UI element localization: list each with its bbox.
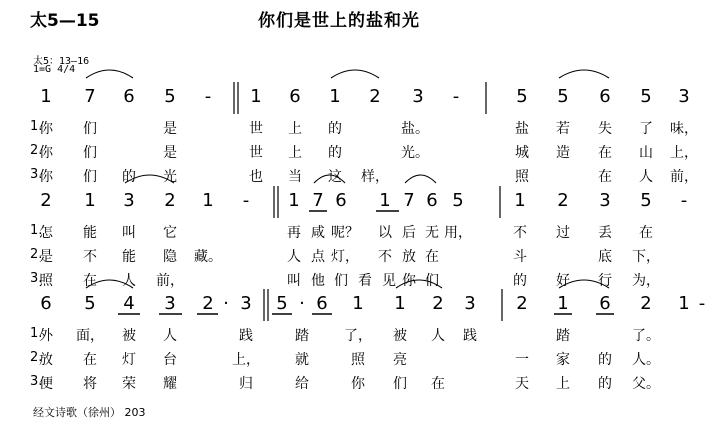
note: 3 [599, 190, 611, 211]
lyric-syllable: 人 [122, 273, 136, 289]
note: 1 [329, 86, 341, 107]
lyric-syllable: 你 [39, 169, 53, 185]
slur [86, 70, 133, 78]
lyric-syllable: 世 [249, 121, 263, 137]
note: 2 [202, 293, 214, 314]
lyric-syllable: 前， [670, 169, 698, 185]
lyric-syllable: 在 [431, 376, 445, 392]
lyric-syllable: 踏 [295, 328, 309, 344]
note: - [698, 293, 706, 314]
note: - [680, 190, 688, 211]
note: 5 [640, 190, 652, 211]
lyric-syllable: 盐 [515, 121, 529, 137]
lyric-syllable: 人 [431, 328, 445, 344]
note: · [223, 293, 229, 314]
page-title: 你们是世上的盐和光 [258, 11, 420, 31]
lyric-syllable: 灯 [122, 352, 136, 368]
lyric-syllable: 人 [639, 169, 653, 185]
note: 1 [514, 190, 526, 211]
lyric-syllable: 能 [83, 225, 97, 241]
lyric-syllable: 在 [83, 352, 97, 368]
lyric-syllable: 家 [556, 352, 570, 368]
verse-number: 1. [30, 326, 43, 341]
lyric-syllable: 在 [639, 225, 653, 241]
lyric-syllable: 照 [351, 352, 365, 368]
lyric-syllable: 人 [163, 328, 177, 344]
lyric-syllable: 底 [598, 249, 612, 265]
lyric-syllable: 味， [670, 121, 698, 137]
lyric-syllable: 们 [83, 169, 97, 185]
note: · [299, 293, 305, 314]
verse-number: 1. [30, 119, 43, 134]
note: 3 [412, 86, 424, 107]
lyric-syllable: 的 [598, 352, 612, 368]
lyric-syllable: 耀 [163, 376, 177, 392]
lyric-syllable: 的 [513, 273, 527, 289]
lyric-syllable: 光 [163, 169, 177, 185]
slur [559, 70, 609, 78]
lyric-syllable: 放 [39, 352, 53, 368]
note: 1 [40, 86, 52, 107]
lyric-syllable: 就 [295, 352, 309, 368]
lyric-syllable: 它 [163, 225, 177, 241]
lyric-syllable: 荣 [122, 376, 136, 392]
lyric-syllable: 世 [249, 145, 263, 161]
lyric-syllable: 藏。 [194, 249, 222, 265]
lyric-syllable: 不 [83, 249, 97, 265]
lyric-syllable: 们 [83, 145, 97, 161]
lyric-syllable: 是 [39, 249, 53, 265]
lyric-syllable: 被 [393, 328, 407, 344]
note: 6 [335, 190, 347, 211]
note: 6 [316, 293, 328, 314]
note: 5 [557, 86, 569, 107]
lyric-syllable: 行 [598, 273, 612, 289]
lyric-syllable: 以 [378, 225, 392, 241]
note: 1 [394, 293, 406, 314]
note: 1 [288, 190, 300, 211]
lyric-syllable: 上 [556, 376, 570, 392]
note: - [452, 86, 460, 107]
note: 1 [352, 293, 364, 314]
note: 2 [40, 190, 52, 211]
note: 2 [432, 293, 444, 314]
lyric-syllable: 将 [83, 376, 97, 392]
note: 1 [250, 86, 262, 107]
note: 6 [123, 86, 135, 107]
lyric-syllable: 你 [39, 121, 53, 137]
lyric-syllable: 城 [515, 145, 529, 161]
lyric-syllable: 在 [83, 273, 97, 289]
verse-number: 3. [30, 374, 43, 389]
lyric-syllable: 见 [382, 273, 396, 289]
lyric-syllable: 的 [328, 121, 342, 137]
lyric-syllable: 人。 [632, 352, 660, 368]
lyric-syllable: 践 [239, 328, 253, 344]
note: 2 [640, 293, 652, 314]
note: 3 [678, 86, 690, 107]
note: 5 [164, 86, 176, 107]
lyric-syllable: 了， [344, 328, 372, 344]
lyric-syllable: 是 [163, 145, 177, 161]
lyric-syllable: 他 [311, 273, 325, 289]
note: 2 [516, 293, 528, 314]
note: 2 [164, 190, 176, 211]
lyric-syllable: 上 [288, 121, 302, 137]
lyric-syllable: 能 [122, 249, 136, 265]
lyric-syllable: 好 [556, 273, 570, 289]
lyric-syllable: 的 [122, 169, 136, 185]
lyric-syllable: 便 [39, 376, 53, 392]
lyric-syllable: 也 [249, 169, 263, 185]
note: 6 [599, 293, 611, 314]
lyric-syllable: 面， [76, 328, 104, 344]
note: 5 [276, 293, 288, 314]
lyric-syllable: 的 [598, 376, 612, 392]
key-signature: 1=G 4/4 [33, 64, 76, 75]
scripture-reference: 太5：13—16 [33, 56, 90, 67]
lyric-syllable: 了 [639, 121, 653, 137]
lyric-syllable: 照 [515, 169, 529, 185]
note: 3 [240, 293, 252, 314]
lyric-syllable: 了。 [632, 328, 660, 344]
lyric-syllable: 在 [598, 145, 612, 161]
lyric-syllable: 放 [402, 249, 416, 265]
lyric-syllable: 盐。 [401, 121, 429, 137]
note: 6 [289, 86, 301, 107]
slur [405, 175, 436, 183]
lyric-syllable: 践 [463, 328, 477, 344]
lyric-syllable: 你 [39, 145, 53, 161]
lyric-syllable: 前， [156, 273, 184, 289]
verse-number: 1. [30, 223, 43, 238]
note: 2 [369, 86, 381, 107]
note: 1 [202, 190, 214, 211]
lyric-syllable: 在 [425, 249, 439, 265]
note: 3 [164, 293, 176, 314]
note: 7 [312, 190, 324, 211]
lyric-syllable: 们 [83, 121, 97, 137]
lyric-syllable: 天 [515, 376, 529, 392]
lyric-syllable: 当 [288, 169, 302, 185]
note: 7 [84, 86, 96, 107]
lyric-syllable: 上 [288, 145, 302, 161]
hymn-number: 太5—15 [30, 11, 100, 31]
lyric-syllable: 人 [287, 249, 301, 265]
note: 5 [516, 86, 528, 107]
verse-number: 2. [30, 143, 43, 158]
lyric-syllable: 无 [425, 225, 439, 241]
lyric-syllable: 造 [556, 145, 570, 161]
lyric-syllable: 上， [232, 352, 260, 368]
lyric-syllable: 们 [425, 273, 439, 289]
lyric-syllable: 不 [378, 249, 392, 265]
note: 1 [557, 293, 569, 314]
lyric-syllable: 隐 [163, 249, 177, 265]
lyric-syllable: 不 [513, 225, 527, 241]
lyric-syllable: 你 [351, 376, 365, 392]
lyric-syllable: 呢？ [331, 225, 359, 241]
note: 5 [640, 86, 652, 107]
note: 6 [40, 293, 52, 314]
lyric-syllable: 你 [402, 273, 416, 289]
lyric-syllable: 再 [287, 225, 301, 241]
note: 5 [452, 190, 464, 211]
lyric-syllable: 这 [328, 169, 342, 185]
lyric-syllable: 们 [393, 376, 407, 392]
note: 6 [599, 86, 611, 107]
lyric-syllable: 台 [163, 352, 177, 368]
lyric-syllable: 为， [632, 273, 660, 289]
lyric-syllable: 点 [311, 249, 325, 265]
verse-number: 3. [30, 167, 43, 182]
lyric-syllable: 下， [632, 249, 660, 265]
lyric-syllable: 用， [444, 225, 472, 241]
note: 5 [84, 293, 96, 314]
note: 7 [403, 190, 415, 211]
note: 2 [557, 190, 569, 211]
lyric-syllable: 上， [670, 145, 698, 161]
note: - [242, 190, 250, 211]
lyric-syllable: 给 [295, 376, 309, 392]
lyric-syllable: 斗 [513, 249, 527, 265]
lyric-syllable: 灯， [331, 249, 359, 265]
lyric-syllable: 在 [598, 169, 612, 185]
lyric-syllable: 后 [402, 225, 416, 241]
verse-number: 2. [30, 247, 43, 262]
lyric-syllable: 咸 [311, 225, 325, 241]
lyric-syllable: 归 [239, 376, 253, 392]
lyric-syllable: 看 [358, 273, 372, 289]
lyric-syllable: 失 [598, 121, 612, 137]
source-footer: 经文诗歌（徐州） 203 [33, 406, 146, 419]
lyric-syllable: 叫 [122, 225, 136, 241]
lyric-syllable: 踏 [556, 328, 570, 344]
note: 3 [464, 293, 476, 314]
lyric-syllable: 山 [639, 145, 653, 161]
slur [331, 70, 379, 78]
lyric-syllable: 若 [556, 121, 570, 137]
note: 4 [123, 293, 135, 314]
note: - [204, 86, 212, 107]
lyric-syllable: 叫 [287, 273, 301, 289]
note: 1 [678, 293, 690, 314]
lyric-syllable: 亮 [393, 352, 407, 368]
note: 1 [379, 190, 391, 211]
note: 6 [426, 190, 438, 211]
lyric-syllable: 是 [163, 121, 177, 137]
verse-number: 3. [30, 271, 43, 286]
lyric-syllable: 的 [328, 145, 342, 161]
lyric-syllable: 怎 [39, 225, 53, 241]
lyric-syllable: 样， [361, 169, 389, 185]
lyric-syllable: 照 [39, 273, 53, 289]
lyric-syllable: 光。 [401, 145, 429, 161]
lyric-syllable: 外 [39, 328, 53, 344]
note: 1 [84, 190, 96, 211]
note: 3 [123, 190, 135, 211]
lyric-syllable: 被 [122, 328, 136, 344]
lyric-syllable: 们 [334, 273, 348, 289]
verse-number: 2. [30, 350, 43, 365]
lyric-syllable: 一 [515, 352, 529, 368]
lyric-syllable: 丢 [598, 225, 612, 241]
lyric-syllable: 过 [556, 225, 570, 241]
lyric-syllable: 父。 [632, 376, 660, 392]
